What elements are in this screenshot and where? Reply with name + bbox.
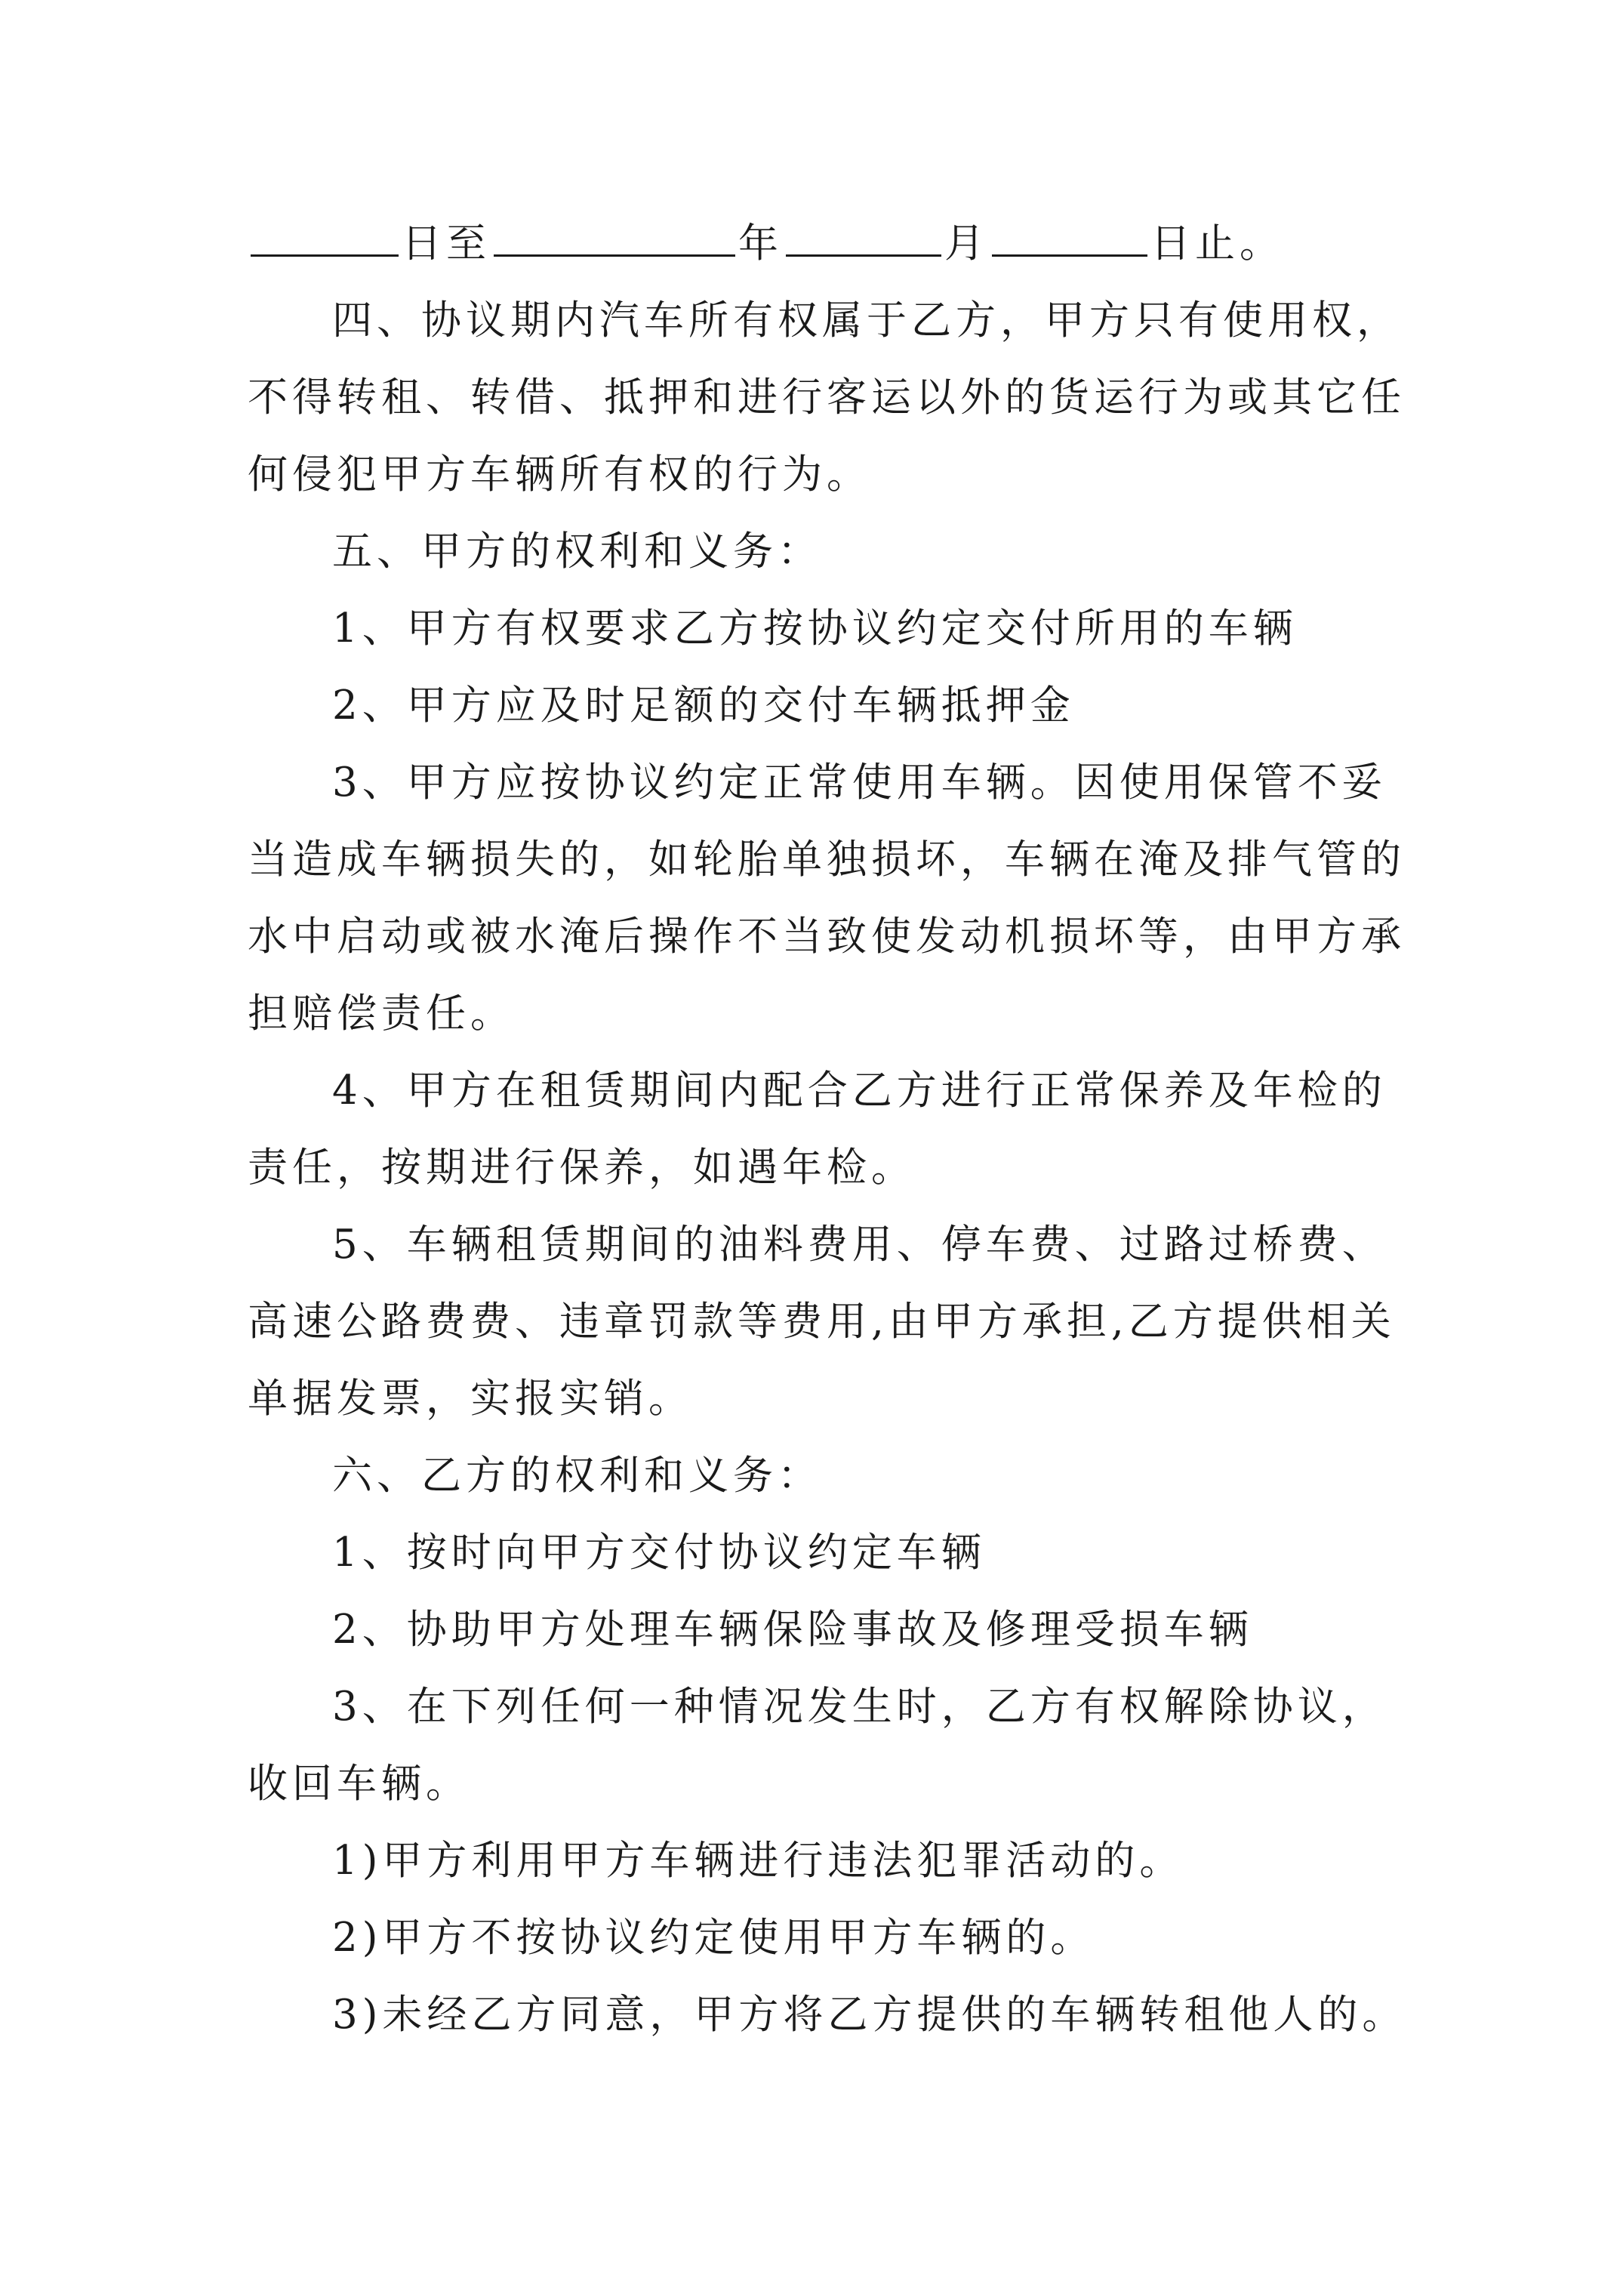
paragraph-line: 担赔偿责任。 (248, 991, 515, 1037)
list-item: 2、甲方应及时足额的交付车辆抵押金 (332, 683, 1075, 729)
list-item: 3、在下列任何一种情况发生时，乙方有权解除协议， (332, 1684, 1387, 1730)
date-yue: 月 (944, 220, 989, 267)
sub-list-item: 2)甲方不按协议约定使用甲方车辆的。 (332, 1915, 1095, 1961)
date-ri-zhi: 日至 (402, 220, 491, 267)
list-item: 5、车辆租赁期间的油料费用、停车费、过路过桥费、 (332, 1222, 1387, 1268)
section-heading: 六、乙方的权利和义务： (332, 1453, 822, 1499)
day-blank-start (251, 221, 399, 257)
list-item: 4、甲方在租赁期间内配合乙方进行正常保养及年检的 (332, 1068, 1387, 1114)
date-line (248, 205, 1284, 282)
date-nian: 年 (738, 220, 783, 267)
list-item: 1、甲方有权要求乙方按协议约定交付所用的车辆 (332, 606, 1298, 652)
section-heading: 五、甲方的权利和义务： (332, 529, 822, 575)
sub-list-item: 3)未经乙方同意，甲方将乙方提供的车辆转租他人的。 (332, 1992, 1407, 2038)
list-item: 3、甲方应按协议约定正常使用车辆。因使用保管不妥 (332, 760, 1387, 806)
paragraph-line: 水中启动或被水淹后操作不当致使发动机损坏等，由甲方承 (248, 914, 1406, 960)
list-item: 2、协助甲方处理车辆保险事故及修理受损车辆 (332, 1607, 1253, 1653)
year-blank (494, 221, 735, 257)
sub-list-item: 1)甲方利用甲方车辆进行违法犯罪活动的。 (332, 1838, 1184, 1884)
day-blank-end (992, 221, 1147, 257)
date-ri-zhi-end: 日止。 (1150, 220, 1284, 267)
paragraph-line: 何侵犯甲方车辆所有权的行为。 (248, 451, 871, 498)
paragraph-line: 高速公路费费、违章罚款等费用,由甲方承担,乙方提供相关 (248, 1299, 1396, 1345)
paragraph-line: 不得转租、转借、抵押和进行客运以外的货运行为或其它任 (248, 374, 1406, 421)
paragraph-line: 责任，按期进行保养，如遇年检。 (248, 1145, 916, 1191)
paragraph-line: 四、协议期内汽车所有权属于乙方，甲方只有使用权， (332, 297, 1401, 344)
paragraph-line: 单据发票，实报实销。 (248, 1376, 693, 1422)
list-item: 1、按时向甲方交付协议约定车辆 (332, 1530, 986, 1576)
paragraph-line: 当造成车辆损失的，如轮胎单独损坏，车辆在淹及排气管的 (248, 837, 1406, 883)
paragraph-line: 收回车辆。 (248, 1761, 470, 1807)
month-blank (786, 221, 941, 257)
